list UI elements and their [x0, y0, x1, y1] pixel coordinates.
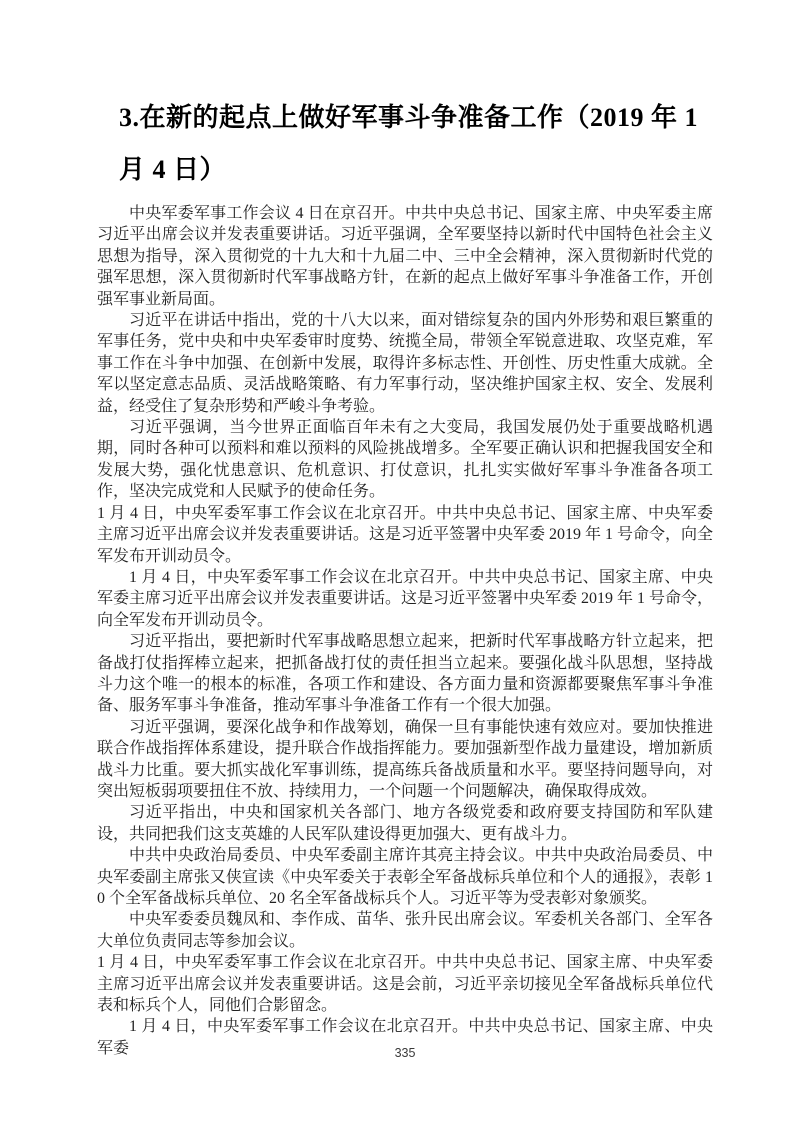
paragraph-08: 习近平指出，中央和国家机关各部门、地方各级党委和政府要支持国防和军队建设，共同把我们这支英雄的人民军队建设得更加强大、更有战斗力。 [97, 804, 713, 843]
document-body [97, 203, 713, 1059]
paragraph-01: 中央军委军事工作会议 4 日在京召开。中共中央总书记、国家主席、中央军委主席习近平出席会议并发表重要讲话。习近平强调，全军要坚持以新时代中国特色社会主义思想为指导，深入贯彻党的十九大和十九届二中、三中全会精神，深入贯彻新时代党的强军思想，深入贯彻新时代军事战略方针，在新的起点上做好军事斗争准备工作，开创强军事业新局面。 [97, 205, 713, 308]
paragraph-11: 1 月 4 日，中央军委军事工作会议在北京召开。中共中央总书记、国家主席、中央军委主席习近平出席会议并发表重要讲话。这是会前，习近平亲切接见全军备战标兵单位代表和标兵个人，同他们合影留念。 [97, 954, 713, 1015]
page-footer [97, 1044, 713, 1062]
paragraph-04: 1 月 4 日，中央军委军事工作会议在北京召开。中共中央总书记、国家主席、中央军委主席习近平出席会议并发表重要讲话。这是习近平签署中央军委 2019 年 1 号命令，向全军发布开训动员令。 [97, 504, 714, 565]
paragraph-07: 习近平强调，要深化战争和作战筹划，确保一旦有事能快速有效应对。要加快推进联合作战指挥体系建设，提升联合作战指挥能力。要加强新型作战力量建设，增加新质战斗力比重。要大抓实战化军事训练，提高练兵备战质量和水平。要坚持问题导向，对突出短板弱项要扭住不放、持续用力，一个问题一个问题解决，确保取得成效。 [97, 718, 713, 800]
paragraph-10: 中央军委委员魏凤和、李作成、苗华、张升民出席会议。军委机关各部门、全军各大单位负责同志等参加会议。 [97, 911, 713, 950]
paragraph-05: 1 月 4 日，中央军委军事工作会议在北京召开。中共中央总书记、国家主席、中央军委主席习近平出席会议并发表重要讲话。这是习近平签署中央军委 2019 年 1 号命令，向全军发布开训动员令。 [97, 568, 714, 629]
paragraph-12: 1 月 4 日，中央军委军事工作会议在北京召开。中共中央总书记、国家主席、中央军委 [97, 1018, 713, 1057]
paragraph-06: 习近平指出，要把新时代军事战略思想立起来，把新时代军事战略方针立起来，把备战打仗指挥棒立起来，把抓备战打仗的责任担当立起来。要强化战斗队思想，坚持战斗力这个唯一的根本的标准，各项工作和建设、各方面力量和资源都要聚焦军事斗争准备、服务军事斗争准备，推动军事斗争准备工作有一个很大加强。 [97, 633, 713, 715]
document-title: 3.在新的起点上做好军事斗争准备工作（2019 年 1 月 4 日） [119, 103, 699, 184]
paragraph-02: 习近平在讲话中指出，党的十八大以来，面对错综复杂的国内外形势和艰巨繁重的军事任务，党中央和中央军委审时度势、统揽全局，带领全军锐意进取、攻坚克难，军事工作在斗争中加强、在创新中发展，取得许多标志性、开创性、历史性重大成就。全军以坚定意志品质、灵活战略策略、有力军事行动，坚决维护国家主权、安全、发展利益，经受住了复杂形势和严峻斗争考验。 [97, 312, 713, 415]
paragraph-09: 中共中央政治局委员、中央军委副主席许其亮主持会议。中共中央政治局委员、中央军委副主席张又侠宣读《中央军委关于表彰全军备战标兵单位和个人的通报》，表彰 10 个全军备战标兵单位、20 名全军备战标兵个人。习近平等为受表彰对象颁奖。 [97, 847, 713, 907]
page-number: 335 [394, 1046, 416, 1060]
paragraph-03: 习近平强调，当今世界正面临百年未有之大变局，我国发展仍处于重要战略机遇期，同时各种可以预料和难以预料的风险挑战增多。全军要正确认识和把握我国安全和发展大势，强化忧患意识、危机意识、打仗意识，扎扎实实做好军事斗争准备各项工作，坚决完成党和人民赋予的使命任务。 [97, 419, 713, 501]
